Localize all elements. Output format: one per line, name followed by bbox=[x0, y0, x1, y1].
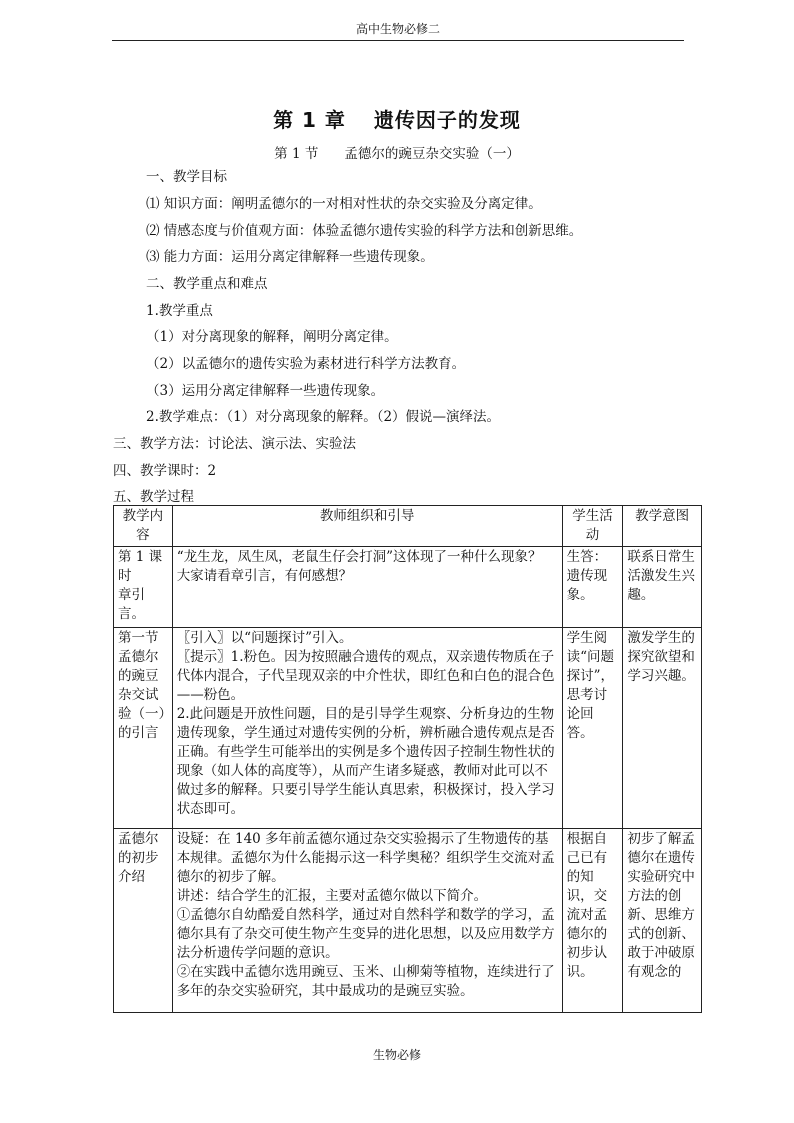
key-focus-2: （2）以孟德尔的遗传实验为素材进行科学方法教育。 bbox=[146, 356, 466, 372]
row-teacher bbox=[172, 628, 562, 829]
row-content bbox=[114, 829, 173, 1013]
lesson-plan-table bbox=[113, 505, 702, 1013]
row-intent bbox=[623, 829, 702, 1013]
key-focus-1: （1）对分离现象的解释，阐明分离定律。 bbox=[146, 329, 398, 345]
cell-text: 孟德尔的初步介绍 bbox=[118, 831, 159, 885]
cell-text: ①孟德尔自幼酷爱自然科学，通过对自然科学和数学的学习，孟德尔具有了杂交可使生物产生变异的进化思想，以及应用数学方法分析遗传学问题的意识。 bbox=[176, 907, 555, 961]
cell-text: 第 1 课时 bbox=[118, 549, 163, 584]
goal-knowledge: ⑴ 知识方面：阐明孟德尔的一对相对性状的杂交实验及分离定律。 bbox=[146, 196, 542, 212]
cell-text: 生答：遗传现象。 bbox=[566, 549, 608, 603]
row-teacher bbox=[172, 829, 562, 1013]
cell-text: 联系日常生活激发生兴趣。 bbox=[627, 549, 695, 603]
header-content: 教学内容 bbox=[114, 506, 173, 547]
cell-text: ②在实践中孟德尔选用豌豆、玉米、山柳菊等植物，连续进行了多年的杂交实验研究，其中最成功的是豌豆实验。 bbox=[176, 964, 555, 999]
row-intent bbox=[623, 628, 702, 829]
page-footer: 生物必修 bbox=[372, 1048, 421, 1062]
cell-text: 大家请看章引言，有何感想？ bbox=[176, 568, 353, 584]
teaching-hours: 四、教学课时：2 bbox=[113, 463, 217, 479]
cell-text: 〖提示〗1.粉色。因为按照融合遗传的观点，双亲遗传物质在子代体内混合，子代呈现双亲的中介性状，即红色和白色的混合色——粉色。 bbox=[176, 649, 555, 703]
table-row bbox=[114, 829, 702, 1013]
cell-text: 第一节孟德尔的豌豆杂交试验（一）的引言 bbox=[118, 630, 166, 741]
header-teacher: 教师组织和引导 bbox=[172, 506, 562, 547]
key-difficulty: 2.教学难点：（1）对分离现象的解释。（2）假说—演绎法。 bbox=[146, 409, 501, 425]
key-focus-3: （3）运用分离定律解释一些遗传现象。 bbox=[146, 383, 385, 399]
page-header: 高中生物必修二 bbox=[112, 18, 684, 41]
row-content bbox=[114, 547, 173, 628]
goal-attitude: ⑵ 情感态度与价值观方面：体验孟德尔遗传实验的科学方法和创新思维。 bbox=[146, 223, 583, 239]
cell-text: 根据自己已有的知识，交流对孟德尔的初步认识。 bbox=[566, 831, 608, 980]
cell-text: 初步了解孟德尔在遗传实验研究中方法的创新、思维方式的创新、敢于冲破原有观念的 bbox=[627, 831, 695, 980]
cell-text: 〖引入〗以“问题探讨”引入。 bbox=[176, 630, 353, 646]
cell-text: 2.此问题是开放性问题，目的是引导学生观察、分析身边的生物遗传现象，学生通过对遗传实例的分析，辨析融合遗传观点是否正确。有些学生可能举出的实例是多个遗传因子控制生物性状的现象（如人体的高度等），从而产生诸多疑惑，教师对此可以不做过多的解释。只要引导学生能认真思索，积极探讨，投入学习状态即可。 bbox=[176, 706, 555, 817]
table-row bbox=[114, 547, 702, 628]
row-student bbox=[562, 547, 623, 628]
cell-text: 设疑：在 140 多年前孟德尔通过杂交实验揭示了生物遗传的基本规律。孟德尔为什么能揭示这一科学奥秘？组织学生交流对孟德尔的初步了解。 bbox=[176, 831, 555, 885]
chapter-title bbox=[0, 104, 794, 133]
cell-text: 激发学生的探究欲望和学习兴趣。 bbox=[627, 630, 695, 684]
chapter-name: 遗传因子的发现 bbox=[373, 108, 521, 132]
section-title bbox=[0, 142, 794, 162]
chapter-number: 第 1 章 bbox=[273, 108, 346, 132]
header-intent: 教学意图 bbox=[623, 506, 702, 547]
teaching-process-heading: 五、教学过程 bbox=[113, 489, 194, 505]
row-content bbox=[114, 628, 173, 829]
table-row bbox=[114, 628, 702, 829]
key-focus-heading: 1.教学重点 bbox=[146, 303, 213, 319]
goal-ability: ⑶ 能力方面：运用分离定律解释一些遗传现象。 bbox=[146, 249, 434, 265]
cell-text: 讲述：结合学生的汇报，主要对孟德尔做以下简介。 bbox=[176, 888, 488, 904]
row-intent bbox=[623, 547, 702, 628]
header-student: 学生活动 bbox=[562, 506, 623, 547]
cell-text: 章引言。 bbox=[118, 587, 145, 622]
row-student bbox=[562, 628, 623, 829]
row-student bbox=[562, 829, 623, 1013]
cell-text: 学生阅读“问题探讨”，思考讨论回答。 bbox=[566, 630, 614, 741]
section-number: 第 1 节 bbox=[274, 146, 319, 162]
teaching-methods: 三、教学方法：讨论法、演示法、实验法 bbox=[113, 436, 356, 452]
goals-heading: 一、教学目标 bbox=[146, 169, 227, 185]
cell-text: “龙生龙，凤生凤，老鼠生仔会打洞”这体现了一种什么现象？ bbox=[176, 549, 542, 565]
table-header-row bbox=[114, 506, 702, 547]
key-points-heading: 二、教学重点和难点 bbox=[146, 276, 268, 292]
row-teacher bbox=[172, 547, 562, 628]
section-name: 孟德尔的豌豆杂交实验（一） bbox=[344, 146, 520, 162]
